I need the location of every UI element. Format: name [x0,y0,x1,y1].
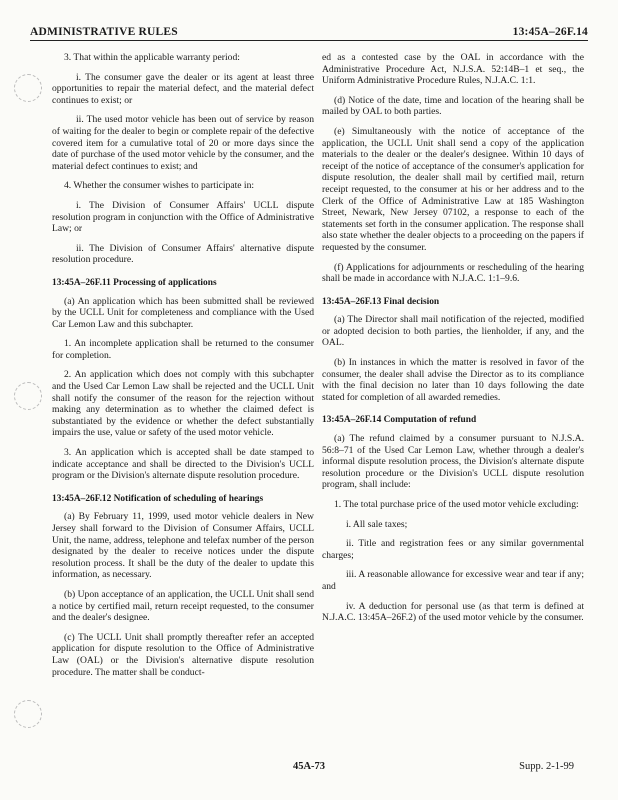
paragraph: i. The Division of Consumer Affairs' UCLL dispute resolution program in conjunction with the Office of Administrative Law; or [52,199,314,235]
paragraph: (f) Applications for adjournments or rescheduling of the hearing shall be made in accordance with N.J.A.C. 1:1–9.6. [322,261,584,285]
paragraph: (b) Upon acceptance of an application, the UCLL Unit shall send a notice by certified mail, return receipt requested, to the consumer and the dealer's designee. [52,588,314,624]
header-section-number: 13:45A–26F.14 [512,26,588,38]
paragraph: iii. A reasonable allowance for excessive wear and tear if any; and [322,569,584,592]
paragraph: (e) Simultaneously with the notice of acceptance of the application, the UCLL Unit shall send a copy of the application materials to the dealer or the dealer's designee. Within 10 days of receipt of the notice of acceptance of the consumer's application for dispute resolution, the dealer shall mail by certified mail, return receipt requested, to the consumer at his or her address and to the Clerk of the Office of Administrative Law at 185 Washington Street, Newark, New Jersey 07102, a response to each of the statements set forth in the consumer application. The response shall also state whether the dealer objects to a proceeding on the papers if requested by the consumer. [322,125,584,253]
paragraph: ed as a contested case by the OAL in accordance with the Administrative Procedure Act, N.J.S.A. 52:14B–1 et seq., the Uniform Administrative Procedure Rules, N.J.A.C. 1:1. [322,52,584,87]
punch-hole-icon [14,700,42,728]
punch-hole-icon [14,74,42,102]
paragraph: i. The consumer gave the dealer or its agent at least three opportunities to repair the material defect, and the material defect continues to exist; or [52,71,314,106]
right-column [322,52,584,632]
paragraph: 2. An application which does not comply with this subchapter and the Used Car Lemon Law shall be rejected and the UCLL Unit shall notify the consumer of the reason for the rejection without making any determination as to whether the claimed defect is substantiated by the evidence or whether the defect substantially impairs the use, value or safety of the used motor vehicle. [52,369,314,439]
paragraph: (c) The UCLL Unit shall promptly thereafter refer an accepted application for dispute resolution to the Office of Administrative Law (OAL) or the Division's alternative dispute resolution procedure. The matter shall be conduct- [52,631,314,678]
paragraph: iv. A deduction for personal use (as that term is defined at N.J.A.C. 13:45A–26F.2) of the used motor vehicle by the consumer. [322,600,584,624]
paragraph: (a) The Director shall mail notification of the rejected, modified or adopted decision to both parties, the lienholder, if any, and the OAL. [322,314,584,349]
running-header [30,26,588,41]
section-heading: 13:45A–26F.13 Final decision [322,296,440,307]
left-column [52,52,314,686]
paragraph: ii. The Division of Consumer Affairs' alternative dispute resolution procedure. [52,242,314,266]
paragraph: 1. The total purchase price of the used motor vehicle excluding: [334,499,579,510]
paragraph: 3. That within the applicable warranty period: [64,52,240,63]
paragraph: (a) By February 11, 1999, used motor vehicle dealers in New Jersey shall forward to the Division of Consumer Affairs, UCLL Unit, the name, address, telephone and telefax number of the person designated by the dealer to receive notices under the dispute resolution process. It shall be the duty of the dealer to update this information, as necessary. [52,511,314,581]
paragraph: 3. An application which is accepted shall be date stamped to indicate acceptance and shall be directed to the Division's UCLL program or the Division's alternate dispute resolution procedure. [52,447,314,482]
supplement-date: Supp. 2-1-99 [519,761,574,772]
page-number: 45A-73 [292,761,326,772]
paragraph: ii. The used motor vehicle has been out of service by reason of waiting for the dealer to begin or complete repair of the defective covered item for a cumulative total of 20 or more days since the date of purchase of the used motor vehicle by the consumer, and the material defect continues to exist; and [52,114,314,172]
section-heading: 13:45A–26F.14 Computation of refund [322,415,477,426]
punch-hole-icon [14,382,42,410]
paragraph: (a) The refund claimed by a consumer pursuant to N.J.S.A. 56:8–71 of the Used Car Lemon Law, whether through a dealer's informal dispute resolution process, the Division's alternate dispute resolution procedure or the Division's UCLL dispute resolution program, shall include: [322,433,584,491]
paragraph: 1. An incomplete application shall be returned to the consumer for completion. [52,338,314,361]
paragraph: (d) Notice of the date, time and location of the hearing shall be mailed by OAL to both parties. [322,94,584,118]
section-heading: 13:45A–26F.11 Processing of applications [52,277,217,288]
paragraph: ii. Title and registration fees or any similar governmental charges; [322,538,584,561]
section-heading: 13:45A–26F.12 Notification of scheduling of hearings [52,493,264,504]
paragraph: 4. Whether the consumer wishes to participate in: [64,180,255,192]
paragraph: (a) An application which has been submitted shall be reviewed by the UCLL Unit for completeness and compliance with the Used Car Lemon Law and this subchapter. [52,295,314,330]
paragraph: i. All sale taxes; [346,518,408,530]
paragraph: (b) In instances in which the matter is resolved in favor of the consumer, the dealer shall advise the Director as to its compliance with the final decision no later than 10 days following the date stated for completion of all awarded remedies. [322,357,584,403]
header-title: ADMINISTRATIVE RULES [30,26,178,38]
